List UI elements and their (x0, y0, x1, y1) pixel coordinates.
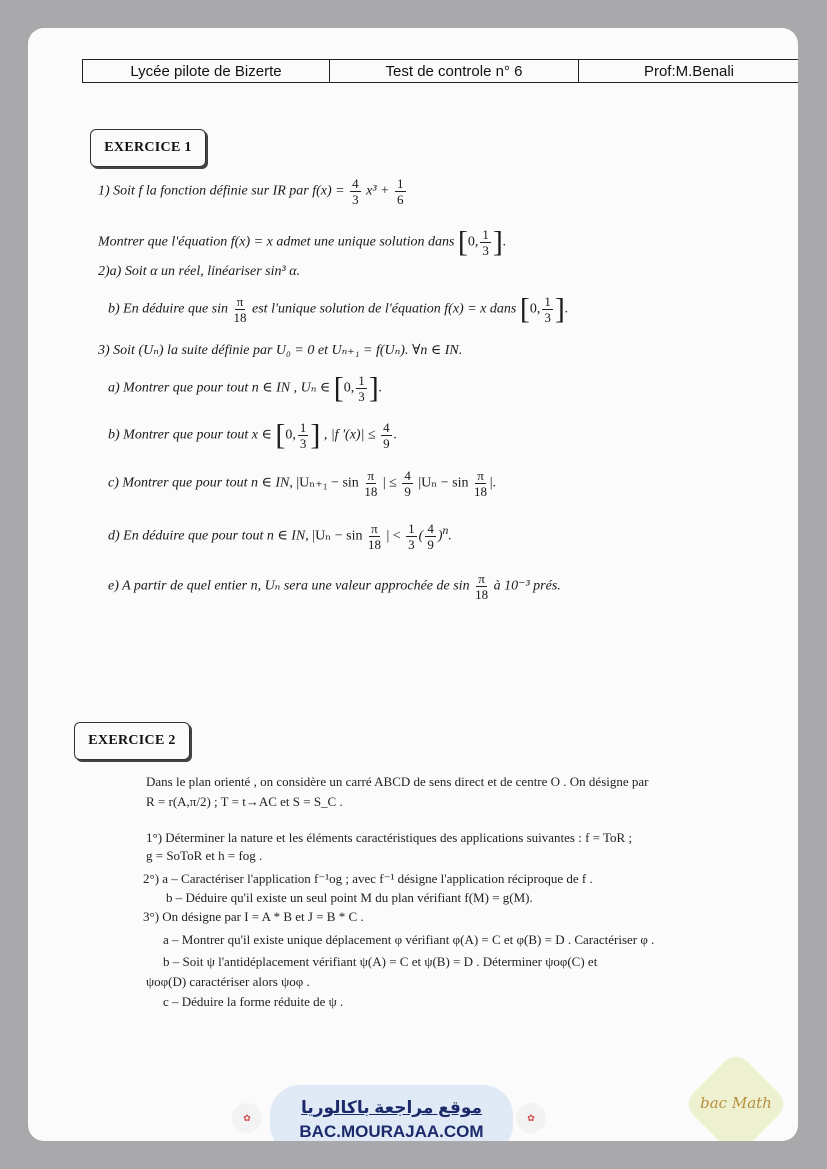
q3b-line: b) Montrer que pour tout x ∈ [0, $\frac{1}{3}$ ] , |f '(x)| ≤ $\frac{4}{9}$ . (108, 418, 398, 452)
ex2-line-4: g = SoToR et h = fog . (146, 848, 263, 863)
ex2-line-11: c – Déduire la forme réduite de ψ . (163, 994, 344, 1009)
q2a-line: 2)a) Soit α un réel, linéariser sin³ α. (98, 264, 301, 279)
ex2-line-10: ψoφ(D) caractériser alors ψoφ . (146, 974, 310, 989)
q3d-line: d) En déduire que pour tout n ∈ IN, |Uₙ − sin $\frac{\pi}{18}$ | < $\frac{1}{3}$ ( $\frac{4}{9}$ )$^n$. (108, 521, 452, 552)
document-page (28, 28, 798, 1141)
q3c-line: c) Montrer que pour tout n ∈ IN, |Uₙ₊₁ − sin $\frac{\pi}{18}$ | ≤ $\frac{4}{9}$ |Uₙ − sin $\frac{\pi}{18}$ |. (108, 468, 497, 499)
q2b-line: b) En déduire que sin $\frac{\pi}{18}$ est l'unique solution de l'équation f(x) = x dans [0, $\frac{1}{3}$ ]. (108, 292, 569, 326)
x-cubed-plus: x³ + (366, 183, 390, 199)
site-logo-right: ✿ (516, 1103, 546, 1133)
q3e-line: e) A partir de quel entier n, Uₙ sera une valeur approchée de sin $\frac{\pi}{18}$ à 10⁻³ prés. (108, 571, 561, 602)
q1-line (98, 176, 408, 207)
q1-show: Montrer que l'équation f(x) = x admet une unique solution dans (98, 234, 455, 250)
site-banner[interactable] (270, 1085, 513, 1141)
exercise-1-title: EXERCICE 1 (90, 129, 206, 167)
ex2-line-2: R = r(A,π/2) ; T = t→AC et S = S_C . (146, 794, 343, 809)
ex2-line-7: 3°) On désigne par I = A * B et J = B * C . (143, 909, 364, 924)
header-table (82, 59, 798, 83)
ex2-line-5: 2°) a – Caractériser l'application f⁻¹og ; avec f⁻¹ désigne l'application réciproque de f . (143, 871, 593, 886)
q1-show-line: Montrer que l'équation f(x) = x admet une unique solution dans [0, $\frac{1}{3}$ ]. (98, 225, 507, 259)
exercise-2-title: EXERCICE 2 (74, 722, 190, 760)
site-logo-left: ✿ (232, 1103, 262, 1133)
fraction-1-6: $\frac{1}{6}$ (397, 176, 404, 207)
q3a-line: a) Montrer que pour tout n ∈ IN , Uₙ ∈ [0, $\frac{1}{3}$ ]. (108, 371, 383, 405)
ex2-line-6: b – Déduire qu'il existe un seul point M du plan vérifiant f(M) = g(M). (166, 890, 533, 905)
ex2-line-1: Dans le plan orienté , on considère un carré ABCD de sens direct et de centre O . On désigne par (146, 774, 649, 789)
q1-intro: 1) Soit f la fonction définie sur IR par f(x) = (98, 183, 349, 199)
header-test-title: Test de controle n° 6 (330, 60, 579, 82)
header-school: Lycée pilote de Bizerte (83, 60, 330, 82)
ex2-line-8: a – Montrer qu'il existe unique déplacement φ vérifiant φ(A) = C et φ(B) = D . Caractériser φ . (163, 932, 655, 947)
q3-intro-line: 3) Soit (Uₙ) la suite définie par U₀ = 0 et Uₙ₊₁ = f(Uₙ). ∀n ∈ IN. (98, 343, 463, 358)
bacmath-logo-text: bac Math (700, 1094, 772, 1112)
ex2-line-3: 1°) Déterminer la nature et les éléments caractéristiques des applications suivantes : f = ToR ; (146, 830, 633, 845)
fraction-4-3: $\frac{4}{3}$ (352, 176, 359, 207)
header-teacher: Prof:M.Benali (643, 62, 735, 80)
site-name-arabic[interactable]: موقع مراجعة باكالوريا (300, 1098, 483, 1117)
site-url[interactable]: BAC.MOURAJAA.COM (299, 1122, 484, 1141)
ex2-line-9: b – Soit ψ l'antidéplacement vérifiant ψ(A) = C et ψ(B) = D . Déterminer ψoφ(C) et (163, 954, 598, 969)
